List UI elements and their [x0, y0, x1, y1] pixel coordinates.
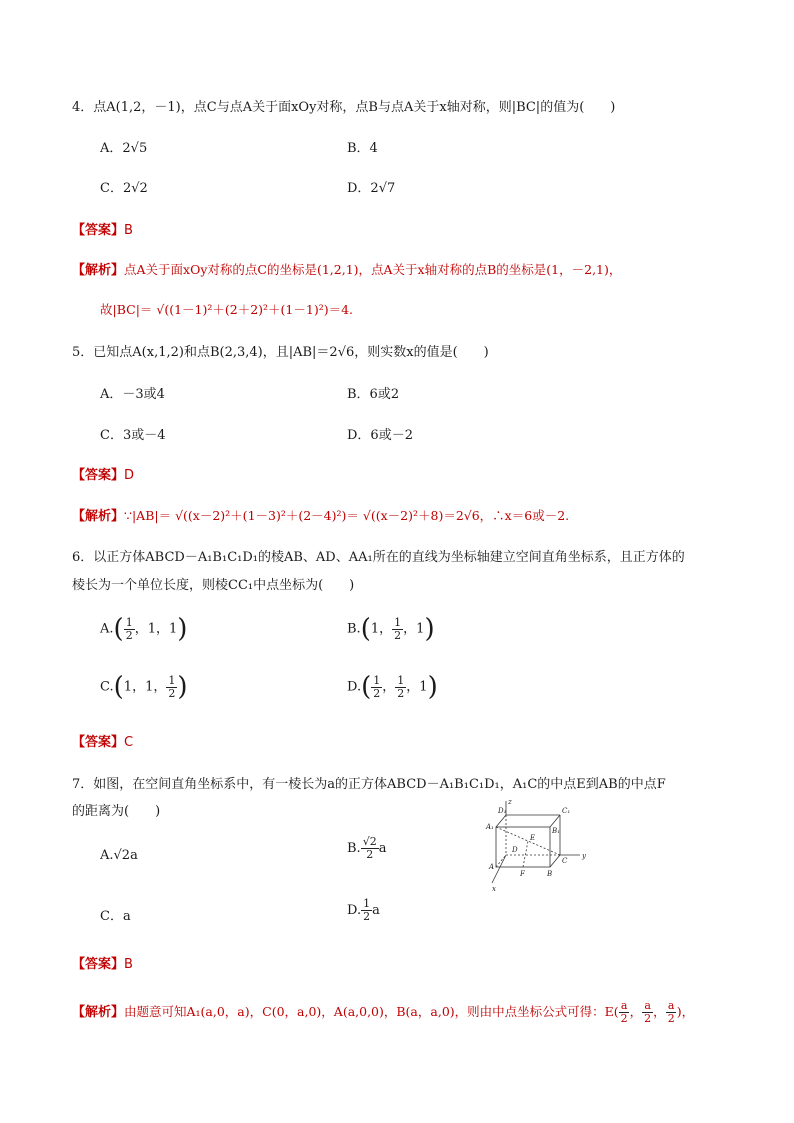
q4-option-b: B．4: [347, 141, 378, 156]
explanation-text: 由题意可知A₁(a,0，a)，C(0，a,0)，A(a,0,0)，B(a，a,0)，则由中点坐标公式可得：E(: [124, 1004, 619, 1019]
q7-option-b: B. $\frac{√2}{2}$ a: [347, 835, 387, 861]
explanation-text: 点A关于面xOy对称的点C的坐标是(1,2,1)，点A关于x轴对称的点B的坐标是(1，－2,1)，: [124, 262, 622, 277]
label-f: F: [520, 870, 525, 878]
cube-coordinate-figure: [478, 795, 593, 893]
x-axis: [492, 855, 506, 883]
explanation-tag: 【解析】: [72, 1005, 125, 1020]
q4-stem: 4．点A(1,2，－1)，点C与点A关于面xOy对称，点B与点A关于x轴对称，则|BC|的值为( ): [72, 100, 616, 115]
label-b1: B₁: [552, 827, 560, 835]
q5-option-a: A．－3或4: [100, 387, 165, 402]
q7-option-c: C．a: [100, 909, 131, 924]
label-c1: C₁: [562, 807, 571, 815]
label-y: y: [582, 852, 586, 860]
q4-explanation-line-2: 故|BC|＝ √((1－1)²＋(2＋2)²＋(1－1)²)＝4.: [100, 302, 354, 317]
q4-option-c: C．2√2: [100, 181, 148, 196]
q7-answer: [72, 953, 133, 972]
answer-tag: 【答案】: [72, 957, 125, 972]
q6-option-c: C.(1，1， $\frac{1}{2}$ ): [100, 672, 188, 702]
answer-tag: 【答案】: [72, 735, 125, 750]
label-a1: A₁: [486, 823, 494, 831]
q6-option-d: D.( $\frac{1}{2}$ ， $\frac{1}{2}$ ，1): [347, 672, 438, 702]
q4-option-a: A．2√5: [100, 141, 148, 156]
label-b: B: [547, 870, 553, 878]
explanation-tag: 【解析】: [72, 263, 125, 278]
q5-option-c: C．3或－4: [100, 428, 166, 443]
q5-answer: [72, 464, 134, 483]
q5-explanation: [72, 505, 569, 524]
q6-option-a: A.( $\frac{1}{2}$ ，1，1): [100, 614, 188, 644]
explanation-tag: 【解析】: [72, 509, 125, 524]
q5-option-d: D．6或－2: [347, 428, 413, 443]
answer-value: B: [124, 223, 133, 238]
q4-option-d: D．2√7: [347, 181, 396, 196]
answer-value: D: [124, 468, 135, 483]
q6-stem-line-2: 棱长为一个单位长度，则棱CC₁中点坐标为( ): [72, 578, 355, 593]
answer-value: B: [124, 957, 133, 972]
label-e: E: [530, 834, 536, 842]
answer-value: C: [124, 735, 134, 750]
label-d: D: [512, 846, 518, 854]
q7-stem-line-1: 7．如图，在空间直角坐标系中，有一棱长为a的正方体ABCD－A₁B₁C₁D₁，A₁C的中点E到AB的中点F: [72, 777, 666, 792]
q7-option-d: D. $\frac{1}{2}$ a: [347, 897, 380, 923]
q5-option-b: B．6或2: [347, 387, 400, 402]
label-x: x: [492, 885, 496, 893]
q7-option-a: A.√2a: [100, 848, 138, 863]
q4-explanation-line-1: [72, 259, 621, 278]
q7-explanation: 【解析】由题意可知A₁(a,0，a)，C(0，a,0)，A(a,0,0)，B(a，a,0)，则由中点坐标公式可得：E( $\frac{a}{2}$ ， $\frac{a}{2}$ ， $\frac{a}{2}$ )，: [72, 999, 695, 1025]
label-a: A: [489, 863, 495, 871]
label-c: C: [562, 857, 568, 865]
q7-stem-line-2: 的距离为( ): [72, 804, 161, 819]
q6-answer: [72, 731, 133, 750]
q6-stem-line-1: 6．以正方体ABCD－A₁B₁C₁D₁的棱AB、AD、AA₁所在的直线为坐标轴建立空间直角坐标系，且正方体的: [72, 550, 685, 565]
q6-option-b: B.(1， $\frac{1}{2}$ ，1): [347, 614, 435, 644]
answer-tag: 【答案】: [72, 468, 125, 483]
q4-answer: [72, 219, 133, 238]
explanation-text: ∵|AB|＝ √((x－2)²＋(1－3)²＋(2－4)²)＝ √((x－2)²＋8)＝2√6，∴x＝6或－2.: [124, 508, 570, 523]
q5-stem: 5．已知点A(x,1,2)和点B(2,3,4)，且|AB|＝2√6，则实数x的值是( ): [72, 345, 489, 360]
label-d1: D₁: [498, 807, 507, 815]
answer-tag: 【答案】: [72, 223, 125, 238]
label-z: z: [508, 798, 512, 806]
